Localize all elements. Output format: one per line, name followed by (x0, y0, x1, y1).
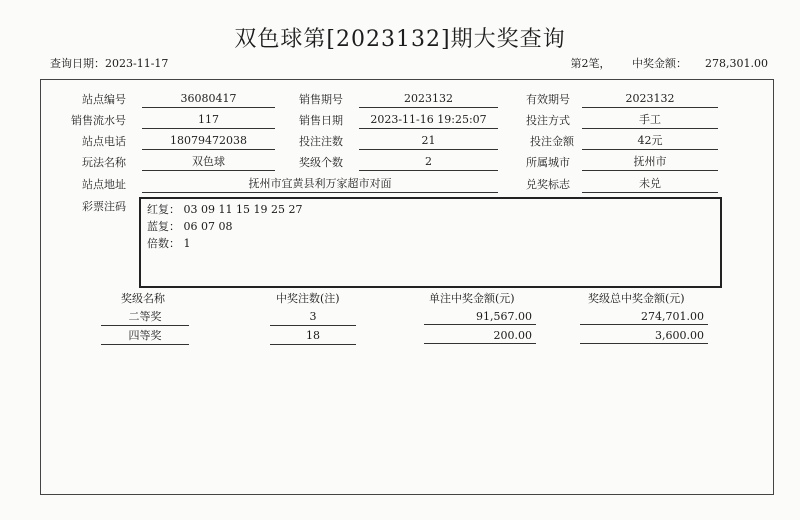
query-date (50, 55, 168, 71)
prize-count-header: 中奖注数(注) (276, 292, 340, 305)
red-balls-value: 03 09 11 15 19 25 27 (183, 203, 303, 216)
station-phone-value: 18079472038 (142, 133, 275, 150)
award-summary (571, 55, 768, 71)
station-id-value: 36080417 (142, 91, 275, 108)
station-phone-label: 站点电话 (82, 135, 126, 148)
award-amount-label: 中奖金额： (632, 57, 688, 70)
game-name-label: 玩法名称 (82, 156, 126, 169)
prize-level-count-value: 2 (359, 154, 498, 171)
prize-name-header: 奖级名称 (121, 292, 165, 305)
red-balls-label: 红复： (147, 203, 180, 216)
query-date-value: 2023-11-17 (105, 57, 169, 70)
bet-amount-label: 投注金额 (530, 135, 574, 148)
multiplier-label: 倍数： (147, 237, 180, 250)
prize-row-1-unit: 91,567.00 (424, 309, 536, 325)
sale-issue-label: 销售期号 (299, 93, 343, 106)
blue-balls-value: 06 07 08 (183, 220, 233, 233)
redeem-flag-value: 未兑 (582, 176, 718, 193)
prize-row-2-unit: 200.00 (424, 328, 536, 344)
blue-balls-label: 蓝复： (147, 220, 180, 233)
bet-amount-value: 42元 (582, 133, 718, 150)
award-amount: 278,301.00 (705, 57, 768, 70)
sale-issue-value: 2023132 (359, 91, 498, 108)
bet-count-label: 投注注数 (299, 135, 343, 148)
prize-row-2-count: 18 (270, 328, 356, 345)
bet-mode-label: 投注方式 (526, 114, 570, 127)
prize-total-header: 奖级总中奖金额(元) (588, 292, 685, 305)
multiplier-line (147, 235, 714, 252)
valid-issue-label: 有效期号 (526, 93, 570, 106)
bet-mode-value: 手工 (582, 112, 718, 129)
prize-row-1-count: 3 (270, 309, 356, 326)
blue-balls-line (147, 218, 714, 235)
city-value: 抚州市 (582, 154, 718, 171)
award-index: 第2笔， (570, 57, 611, 70)
prize-row-2-total: 3,600.00 (580, 328, 708, 344)
prize-row-1-name: 二等奖 (101, 309, 189, 326)
prize-level-count-label: 奖级个数 (299, 156, 343, 169)
page-title: 双色球第[2023132]期大奖查询 (234, 27, 566, 52)
bet-count-value: 21 (359, 133, 498, 150)
sale-date-label: 销售日期 (299, 114, 343, 127)
city-label: 所属城市 (526, 156, 570, 169)
lottery-code-label: 彩票注码 (82, 200, 126, 213)
game-name-value: 双色球 (142, 154, 275, 171)
multiplier-value: 1 (183, 237, 191, 250)
serial-no-label: 销售流水号 (71, 114, 126, 127)
station-address-value: 抚州市宜黄县利万家超市对面 (142, 176, 498, 193)
lottery-code-box (139, 197, 722, 288)
redeem-flag-label: 兑奖标志 (526, 178, 570, 191)
station-id-label: 站点编号 (82, 93, 126, 106)
prize-unit-header: 单注中奖金额(元) (429, 292, 515, 305)
station-address-label: 站点地址 (82, 178, 126, 191)
prize-row-2-name: 四等奖 (101, 328, 189, 345)
prize-row-1-total: 274,701.00 (580, 309, 708, 325)
valid-issue-value: 2023132 (582, 91, 718, 108)
red-balls-line (147, 201, 714, 218)
serial-no-value: 117 (142, 112, 275, 129)
query-date-label: 查询日期： (50, 57, 105, 70)
sale-date-value: 2023-11-16 19:25:07 (359, 112, 498, 129)
